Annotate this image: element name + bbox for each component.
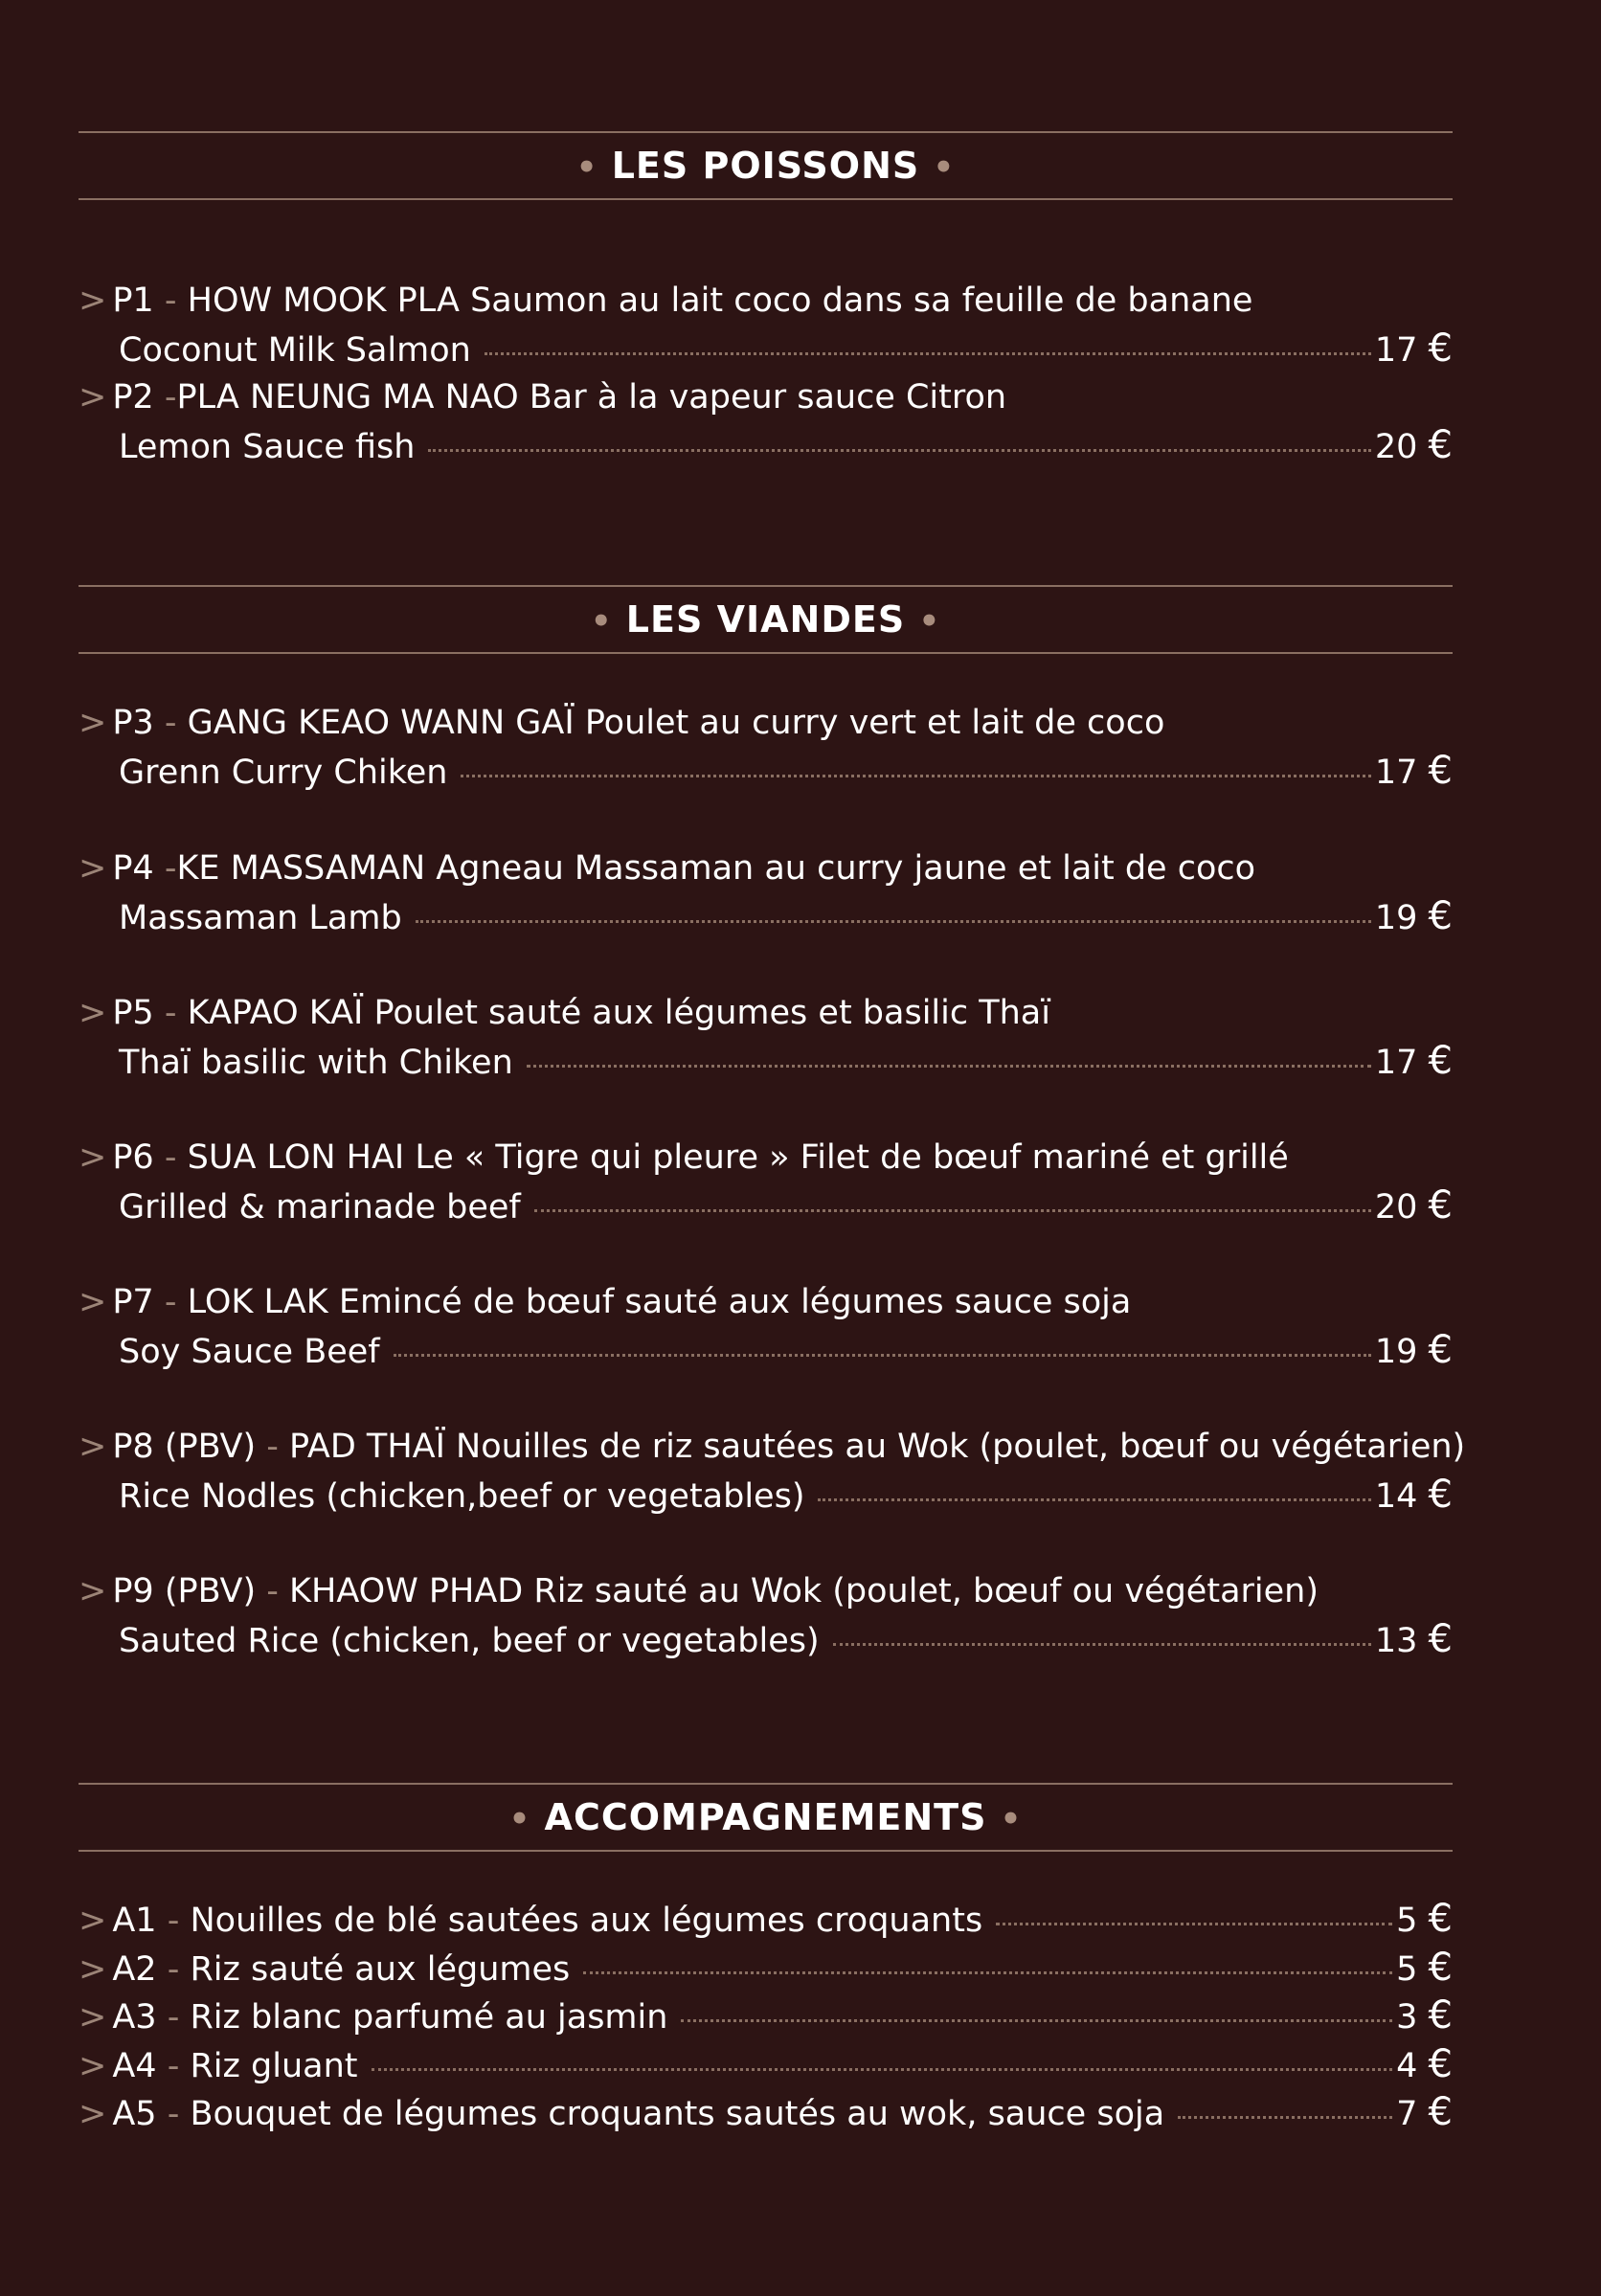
price: 4 € [1396,2042,1453,2086]
price: 17 € [1374,749,1453,793]
menu-item-p9: > P9 (PBV) - KHAOW PHAD Riz sauté au Wok (poulet, bœuf ou végétarien) Sauted Rice (chicken, beef or vegetables) 13 € [79,1567,1453,1665]
menu-item-p2: > P2 -PLA NEUNG MA NAO Bar à la vapeur sauce Citron Lemon Sauce fish 20 € [79,373,1453,471]
price: 7 € [1396,2090,1453,2134]
arrow-marker: > [79,704,107,742]
dot-leader [996,1923,1392,1925]
price: 20 € [1374,423,1453,467]
side-item-a5: > A5 - Bouquet de légumes croquants sautés au wok, sauce soja 7 € [79,2088,1453,2138]
euro-symbol: € [1428,2090,1453,2134]
section-viandes [79,585,1453,654]
dot-leader [818,1498,1370,1501]
dot-leader [485,352,1371,355]
arrow-marker: > [79,1283,107,1321]
divider [79,1850,1453,1852]
separator: - [167,1902,180,1940]
separator: - [167,2095,180,2133]
euro-symbol: € [1428,1328,1453,1372]
arrow-marker: > [79,2047,107,2085]
euro-symbol: € [1428,1039,1453,1083]
divider [79,198,1453,200]
price: 19 € [1374,894,1453,938]
euro-symbol: € [1428,2042,1453,2086]
section-title: • ACCOMPAGNEMENTS • [508,1796,1023,1838]
separator: - [164,1138,177,1177]
section-title: • LES POISSONS • [575,145,956,187]
separator: - [164,378,177,416]
arrow-marker: > [79,378,107,416]
side-item-a1: > A1 - Nouilles de blé sautées aux légumes croquants 5 € [79,1895,1453,1945]
bullet-dot: • [590,602,613,641]
bullet-dot: • [575,148,598,187]
bullet-dot: • [508,1800,531,1838]
bullet-dot: • [918,602,941,641]
section-title: • LES VIANDES • [590,598,941,641]
arrow-marker: > [79,994,107,1032]
separator: - [167,1950,180,1989]
section-accompagnements [79,1783,1453,1852]
price: 20 € [1374,1183,1453,1227]
separator: - [164,849,177,888]
arrow-marker: > [79,1998,107,2037]
price: 13 € [1374,1617,1453,1661]
euro-symbol: € [1428,1897,1453,1941]
euro-symbol: € [1428,894,1453,938]
separator: - [167,1998,180,2037]
price: 19 € [1374,1328,1453,1372]
menu-item-p4: > P4 -KE MASSAMAN Agneau Massaman au curry jaune et lait de coco Massaman Lamb 19 € [79,844,1453,942]
separator: - [164,704,177,742]
side-item-a3: > A3 - Riz blanc parfumé au jasmin 3 € [79,1992,1453,2041]
arrow-marker: > [79,1902,107,1940]
separator: - [164,1283,177,1321]
bullet-dot: • [1000,1800,1023,1838]
separator: - [167,2047,180,2085]
bullet-dot: • [933,148,956,187]
dot-leader [428,449,1370,452]
arrow-marker: > [79,2095,107,2133]
euro-symbol: € [1428,1183,1453,1227]
price: 17 € [1374,1039,1453,1083]
dot-leader [394,1354,1371,1357]
dot-leader [1178,2116,1392,2119]
separator: - [164,281,177,320]
euro-symbol: € [1428,1617,1453,1661]
dot-leader [681,2019,1392,2022]
menu-item-p7: > P7 - LOK LAK Emincé de bœuf sauté aux légumes sauce soja Soy Sauce Beef 19 € [79,1278,1453,1376]
price: 3 € [1396,1993,1453,2037]
arrow-marker: > [79,1138,107,1177]
euro-symbol: € [1428,1993,1453,2037]
dot-leader [833,1643,1371,1646]
dot-leader [461,775,1370,777]
divider [79,652,1453,654]
section-poissons [79,131,1453,200]
price: 17 € [1374,326,1453,371]
side-item-a2: > A2 - Riz sauté aux légumes 5 € [79,1944,1453,1993]
menu-item-p5: > P5 - KAPAO KAÏ Poulet sauté aux légumes et basilic Thaï Thaï basilic with Chiken 17 € [79,989,1453,1087]
separator: - [266,1428,279,1466]
menu-item-p1: > P1 - HOW MOOK PLA Saumon au lait coco dans sa feuille de banane Coconut Milk Salmon 17 € [79,277,1453,374]
side-item-a4: > A4 - Riz gluant 4 € [79,2040,1453,2090]
arrow-marker: > [79,281,107,320]
price: 14 € [1374,1473,1453,1517]
price: 5 € [1396,1897,1453,1941]
price: 5 € [1396,1946,1453,1990]
menu-item-p3: > P3 - GANG KEAO WANN GAÏ Poulet au curry vert et lait de coco Grenn Curry Chiken 17 € [79,699,1453,797]
dot-leader [527,1065,1371,1068]
dot-leader [583,1971,1392,1974]
arrow-marker: > [79,1950,107,1989]
separator: - [164,994,177,1032]
arrow-marker: > [79,849,107,888]
euro-symbol: € [1428,749,1453,793]
arrow-marker: > [79,1428,107,1466]
dot-leader [416,920,1371,923]
euro-symbol: € [1428,1946,1453,1990]
dot-leader [534,1209,1371,1212]
menu-item-p8: > P8 (PBV) - PAD THAÏ Nouilles de riz sautées au Wok (poulet, bœuf ou végétarien) Rice Nodles (chicken,beef or vegetables) 14 € [79,1423,1453,1520]
menu-item-p6: > P6 - SUA LON HAI Le « Tigre qui pleure » Filet de bœuf mariné et grillé Grilled & marinade beef 20 € [79,1134,1453,1231]
separator: - [266,1572,279,1610]
euro-symbol: € [1428,423,1453,467]
euro-symbol: € [1428,1473,1453,1517]
arrow-marker: > [79,1572,107,1610]
dot-leader [372,2068,1393,2071]
euro-symbol: € [1428,326,1453,371]
